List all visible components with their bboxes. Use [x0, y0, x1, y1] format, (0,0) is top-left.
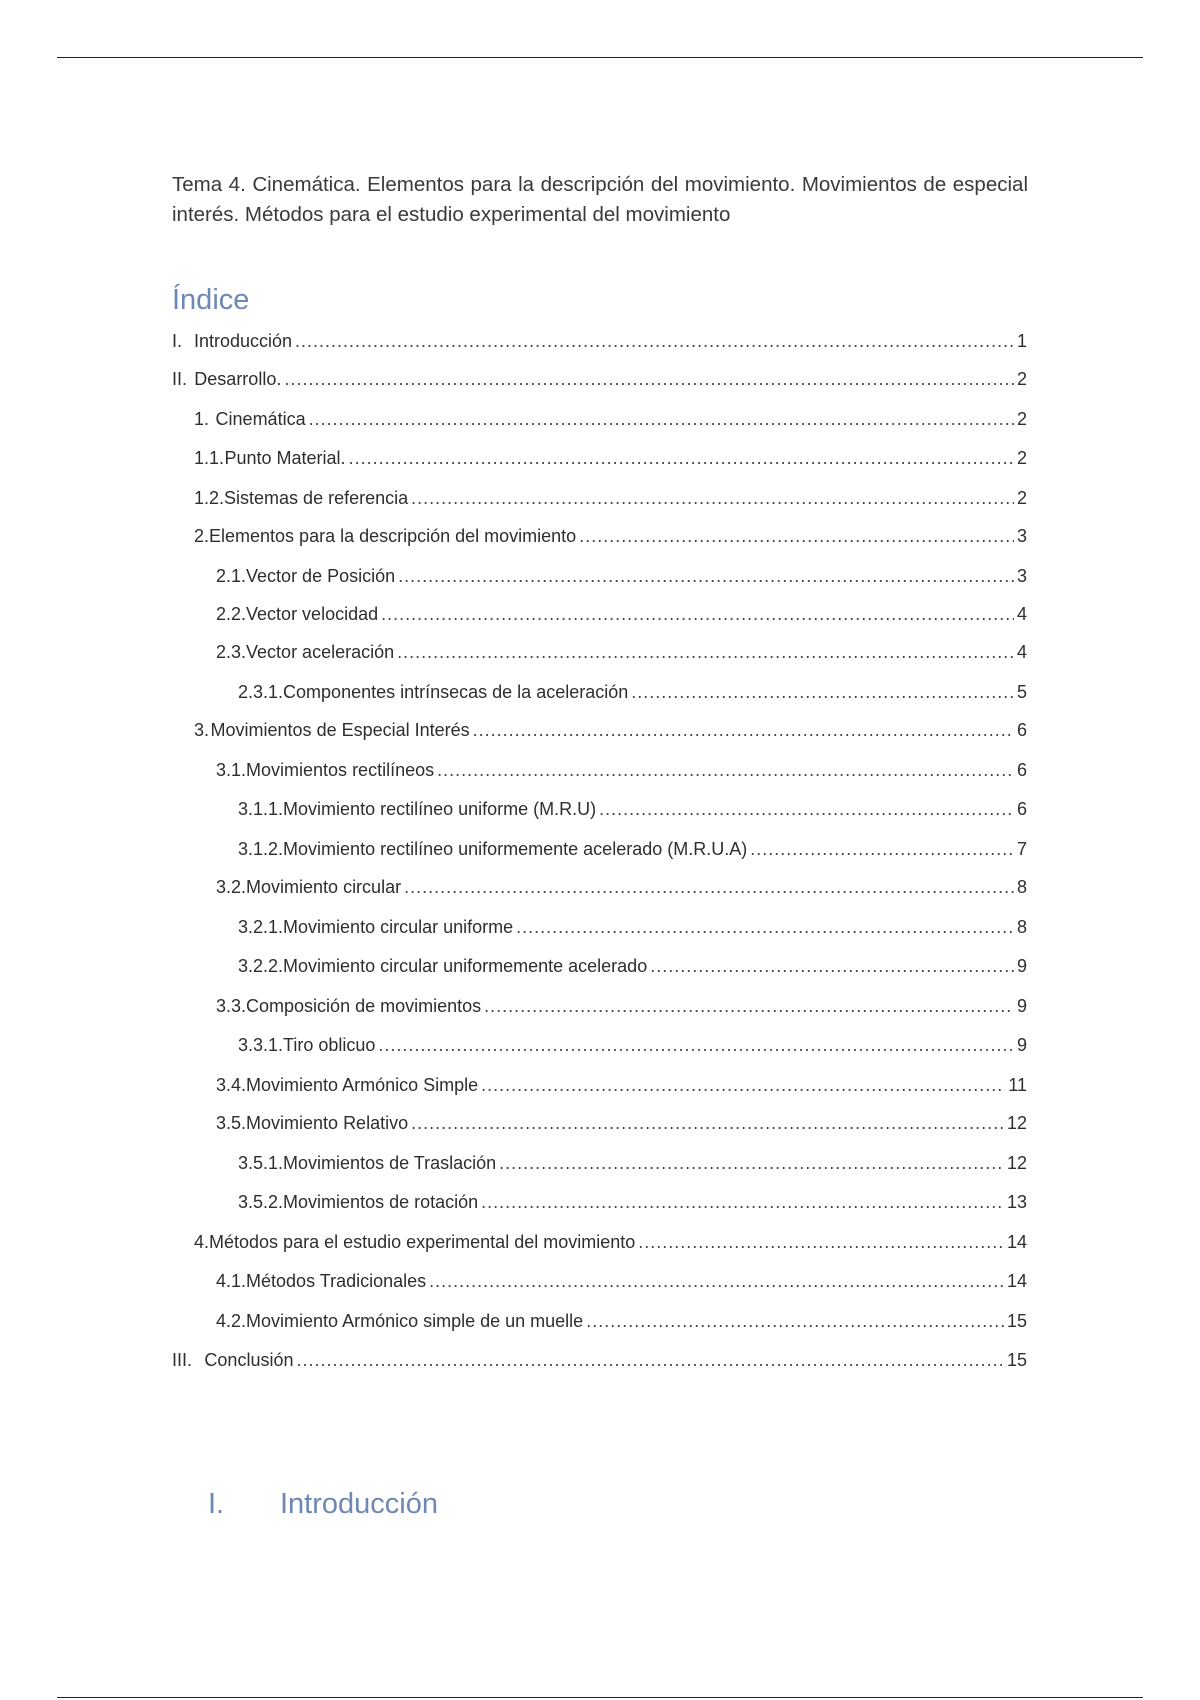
toc-entry[interactable] [216, 642, 1027, 668]
toc-entry-label: Movimientos de rotación [283, 1192, 479, 1212]
toc-entry-number: 3.1. [216, 760, 247, 780]
toc-entry-page: 15 [1006, 1311, 1027, 1331]
toc-entry[interactable] [238, 799, 1027, 825]
toc-entry-number: 3.3. [216, 996, 247, 1016]
dot-leader [429, 1271, 1004, 1292]
dot-leader [750, 839, 1014, 860]
toc-entry-label: Composición de movimientos [246, 996, 482, 1016]
toc-entry-page: 2 [1016, 488, 1027, 508]
toc-entry[interactable] [194, 1232, 1027, 1258]
toc-entry-page: 8 [1016, 917, 1027, 937]
dot-leader [309, 409, 1014, 430]
toc-entry-number: 3.4. [216, 1075, 247, 1095]
section-title: Introducción [280, 1488, 438, 1520]
toc-entry[interactable] [194, 720, 1027, 746]
toc-entry-page: 12 [1006, 1113, 1027, 1133]
toc-entry-page: 11 [1008, 1075, 1027, 1095]
toc-entry-page: 5 [1016, 682, 1027, 702]
toc-entry-label: Punto Material. [224, 448, 346, 468]
toc-entry-label: Vector velocidad [246, 604, 379, 624]
toc-entry-page: 6 [1016, 799, 1027, 819]
toc-entry[interactable] [238, 917, 1027, 943]
dot-leader [437, 760, 1014, 781]
dot-leader [650, 956, 1014, 977]
toc-entry-number: III. [172, 1350, 193, 1370]
section-number: I. [208, 1488, 225, 1520]
toc-entry[interactable] [238, 839, 1027, 865]
toc-entry-number: 1.2. [194, 488, 225, 508]
toc-entry-page: 9 [1016, 996, 1027, 1016]
dot-leader [579, 526, 1014, 547]
toc-entry-number: 3.5. [216, 1113, 247, 1133]
toc-entry-number: 3. [194, 720, 210, 740]
toc-entry[interactable] [238, 1192, 1027, 1218]
toc-entry[interactable] [216, 760, 1027, 786]
toc-entry-number: 4. [194, 1232, 210, 1252]
toc-entry-page: 4 [1016, 604, 1027, 624]
toc-entry[interactable] [216, 1311, 1027, 1337]
dot-leader [296, 1350, 1003, 1371]
toc-entry-number: 3.5.2. [238, 1192, 284, 1212]
section-heading [208, 1488, 438, 1521]
dot-leader [516, 917, 1014, 938]
toc-entry-label: Métodos para el estudio experimental del movimiento [209, 1232, 636, 1252]
toc-entry-number: 2.3.1. [238, 682, 284, 702]
toc-entry-label: Introducción [193, 331, 293, 351]
toc-entry[interactable] [194, 448, 1027, 474]
toc-entry-page: 3 [1016, 566, 1027, 586]
toc-entry[interactable] [172, 369, 1027, 395]
toc-entry[interactable] [194, 526, 1027, 552]
toc-entry[interactable] [216, 604, 1027, 630]
toc-entry-label: Vector de Posición [246, 566, 396, 586]
toc-entry-number: 1. [194, 409, 210, 429]
toc-entry-number: 2.3. [216, 642, 247, 662]
toc-entry-page: 14 [1006, 1271, 1027, 1291]
toc-entry-number: 3.2. [216, 877, 247, 897]
toc-entry-label: Tiro oblicuo [283, 1035, 376, 1055]
toc-entry-page: 3 [1016, 526, 1027, 546]
toc-entry-number: II. [172, 369, 188, 389]
dot-leader [473, 720, 1014, 741]
toc-entry-page: 4 [1016, 642, 1027, 662]
toc-entry-number: 3.2.2. [238, 956, 284, 976]
toc-entry-number: 3.5.1. [238, 1153, 284, 1173]
dot-leader [378, 1035, 1014, 1056]
dot-leader [404, 877, 1014, 898]
toc-entry-label: Movimientos rectilíneos [246, 760, 435, 780]
toc-entry-number: 4.1. [216, 1271, 247, 1291]
dot-leader [284, 369, 1014, 390]
dot-leader [349, 448, 1014, 469]
toc-entry-number: 3.2.1. [238, 917, 284, 937]
toc-entry-page: 2 [1016, 409, 1027, 429]
toc-entry-label: Movimiento circular [246, 877, 402, 897]
toc-entry[interactable] [216, 877, 1027, 903]
toc-entry-number: 3.1.1. [238, 799, 284, 819]
toc-entry[interactable] [238, 1153, 1027, 1179]
footer-rule [57, 1697, 1143, 1698]
toc-entry-label: Vector aceleración [246, 642, 395, 662]
toc-heading: Índice [172, 284, 250, 316]
toc-entry[interactable] [238, 1035, 1027, 1061]
toc-entry[interactable] [172, 1350, 1027, 1376]
toc-entry-number: 2. [194, 526, 210, 546]
toc-entry[interactable] [238, 956, 1027, 982]
toc-entry-label: Componentes intrínsecas de la aceleración [283, 682, 629, 702]
toc-entry[interactable] [216, 1113, 1027, 1139]
dot-leader [599, 799, 1014, 820]
toc-entry-label: Cinemática [215, 409, 306, 429]
dot-leader [481, 1192, 1004, 1213]
dot-leader [411, 488, 1014, 509]
toc-entry[interactable] [216, 1075, 1027, 1101]
toc-entry-page: 8 [1016, 877, 1027, 897]
dot-leader [411, 1113, 1004, 1134]
toc-entry-number: 2.1. [216, 566, 247, 586]
dot-leader [484, 996, 1014, 1017]
toc-entry-label: Movimiento rectilíneo uniformemente acelerado (M.R.U.A) [283, 839, 748, 859]
toc-entry-page: 12 [1006, 1153, 1027, 1173]
toc-entry-label: Movimiento circular uniforme [283, 917, 514, 937]
dot-leader [638, 1232, 1004, 1253]
toc-entry-number: 3.3.1. [238, 1035, 284, 1055]
toc-entry-page: 9 [1016, 956, 1027, 976]
toc-entry-label: Movimiento Armónico Simple [246, 1075, 479, 1095]
toc-entry-label: Métodos Tradicionales [246, 1271, 427, 1291]
toc-entry-label: Movimiento Relativo [246, 1113, 409, 1133]
toc-entry[interactable] [216, 1271, 1027, 1297]
header-rule [57, 57, 1143, 58]
toc-entry[interactable] [194, 488, 1027, 514]
toc-entry-label: Desarrollo. [194, 369, 282, 389]
toc-entry-label: Movimiento circular uniformemente acelerado [283, 956, 648, 976]
toc-entry-page: 13 [1006, 1192, 1027, 1212]
toc-entry-page: 15 [1006, 1350, 1027, 1370]
dot-leader [295, 331, 1014, 352]
toc-entry-label: Conclusión [204, 1350, 294, 1370]
dot-leader [499, 1153, 1004, 1174]
toc-entry[interactable] [216, 996, 1027, 1022]
toc-entry[interactable] [238, 682, 1027, 708]
dot-leader [381, 604, 1014, 625]
toc-entry[interactable] [172, 331, 1027, 357]
toc-entry-number: 4.2. [216, 1311, 247, 1331]
toc-entry-label: Movimiento rectilíneo uniforme (M.R.U) [283, 799, 597, 819]
toc-entry-number: 2.2. [216, 604, 247, 624]
document-title: Tema 4. Cinemática. Elementos para la descripción del movimiento. Movimientos de especial interés. Métodos para el estudio experimental del movimiento [172, 173, 1028, 226]
toc-entry-label: Movimientos de Especial Interés [210, 720, 470, 740]
toc-entry-number: 3.1.2. [238, 839, 284, 859]
toc-entry-page: 6 [1016, 720, 1027, 740]
toc-entry-label: Movimientos de Traslación [283, 1153, 497, 1173]
dot-leader [397, 642, 1014, 663]
toc-entry-page: 2 [1016, 369, 1027, 389]
toc-entry-page: 7 [1016, 839, 1027, 859]
toc-entry[interactable] [194, 409, 1027, 435]
toc-entry-page: 2 [1016, 448, 1027, 468]
dot-leader [631, 682, 1014, 703]
toc-entry-label: Movimiento Armónico simple de un muelle [246, 1311, 584, 1331]
toc-entry-page: 9 [1016, 1035, 1027, 1055]
dot-leader [398, 566, 1014, 587]
toc-entry-label: Sistemas de referencia [224, 488, 409, 508]
dot-leader [481, 1075, 1005, 1096]
toc-entry-number: 1.1. [194, 448, 225, 468]
toc-entry-page: 1 [1016, 331, 1027, 351]
toc-entry-number: I. [172, 331, 183, 351]
dot-leader [586, 1311, 1004, 1332]
toc-entry-page: 14 [1006, 1232, 1027, 1252]
toc-entry-page: 6 [1016, 760, 1027, 780]
toc-entry-label: Elementos para la descripción del movimiento [209, 526, 577, 546]
toc-entry[interactable] [216, 566, 1027, 592]
